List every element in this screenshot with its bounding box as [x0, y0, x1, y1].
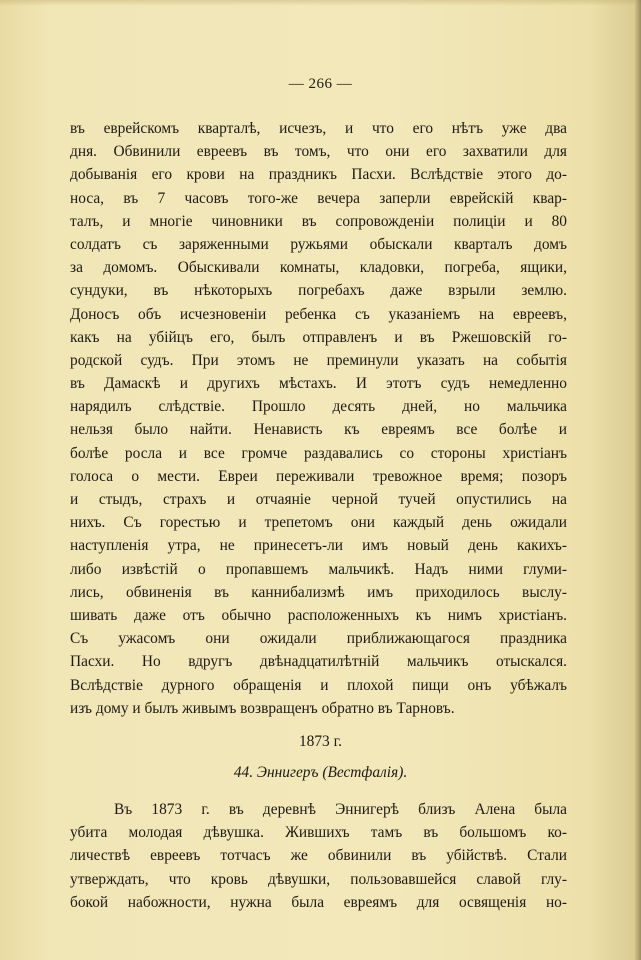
text-line: наступленія утра, не принесетъ-ли имъ новый день какихъ- [70, 537, 567, 555]
text-line: шивать даже отъ обычно расположенныхъ къ нимъ христіанъ. [70, 606, 567, 624]
text-line: дня. Обвинили евреевъ въ томъ, что они его захватили для [70, 143, 567, 161]
text-line: нарядилъ слѣдствіе. Прошло десять дней, но мальчика [70, 398, 567, 416]
text-line: лись, обвиненія въ каннибализмѣ имъ приходилось выслу- [70, 583, 567, 601]
page-right-shadow [635, 0, 641, 960]
text-line: Пасхи. Но вдругъ двѣнадцатилѣтній мальчикъ отыскался. [70, 653, 567, 671]
text-line: Въ 1873 г. въ деревнѣ Эннигерѣ близъ Алена была [114, 801, 567, 818]
text-line: и стыдъ, страхъ и отчаяніе черной тучей опустились на [70, 491, 567, 508]
text-line: родской судъ. При этомъ не преминули указать на событія [70, 351, 567, 369]
text-line: Доносъ объ исчезновеніи ребенка съ указаніемъ на евреевъ, [70, 305, 567, 323]
text-line: голоса о мести. Евреи переживали тревожное время; позоръ [70, 467, 567, 485]
text-line: нихъ. Съ горестью и трепетомъ они каждый день ожидали [70, 514, 567, 532]
text-line: солдатъ съ заряженными ружьями обыскали кварталъ домъ [70, 235, 567, 253]
text-line: за домомъ. Обыскивали комнаты, кладовки, погреба, ящики, [70, 259, 567, 277]
text-line: въ Дамаскѣ и другихъ мѣстахъ. И этотъ судъ немедленно [70, 375, 567, 393]
page-top-shadow [0, 0, 641, 6]
text-line: утверждать, что кровь дѣвушки, пользовавшейся славой глу- [70, 870, 567, 888]
paragraph-1 [70, 117, 567, 720]
year-heading: 1873 г. [298, 733, 343, 750]
text-line: убита молодая дѣвушка. Жившихъ тамъ въ большомъ ко- [70, 824, 567, 842]
text-line: добыванія его крови на праздникъ Пасхи. Вслѣдствіе этого до- [70, 166, 567, 184]
paragraph-2 [70, 798, 567, 914]
text-line: носа, въ 7 часовъ того-же вечера заперли еврейскій квар- [70, 189, 567, 207]
text-line: въ еврейскомъ кварталѣ, исчезъ, и что его нѣтъ уже два [70, 120, 567, 137]
text-line: болѣе росла и все громче раздавались со стороны христіанъ [70, 444, 567, 462]
text-line: бокой набожности, нужна была евреямъ для освященія но- [70, 893, 567, 911]
section-heading: 44. Эннигеръ (Вестфалія). [233, 764, 408, 781]
text-line: Вслѣдствіе дурного обращенія и плохой пищи онъ убѣжалъ [70, 676, 567, 694]
text-line: сундуки, въ нѣкоторыхъ погребахъ даже взрыли землю. [70, 282, 567, 300]
text-line: изъ дому и былъ живымъ возвращенъ обратно въ Тарновъ. [70, 699, 455, 717]
text-line: нельзя было найти. Ненависть къ евреямъ все болѣе и [70, 421, 567, 439]
page-number: — 266 — [288, 76, 353, 92]
text-line: Съ ужасомъ они ожидали приближающагося праздника [70, 630, 567, 648]
text-line: какъ на убійцъ его, былъ отправленъ и въ Ржешовскій го- [70, 328, 567, 346]
text-line: талъ, и многіе чиновники въ сопровожденіи полиціи и 80 [70, 212, 567, 230]
text-line: личествѣ евреевъ тотчасъ же обвинили въ убійствѣ. Стали [70, 847, 567, 865]
text-line: либо извѣстій о пропавшемъ мальчикѣ. Надъ ними глуми- [70, 560, 567, 578]
